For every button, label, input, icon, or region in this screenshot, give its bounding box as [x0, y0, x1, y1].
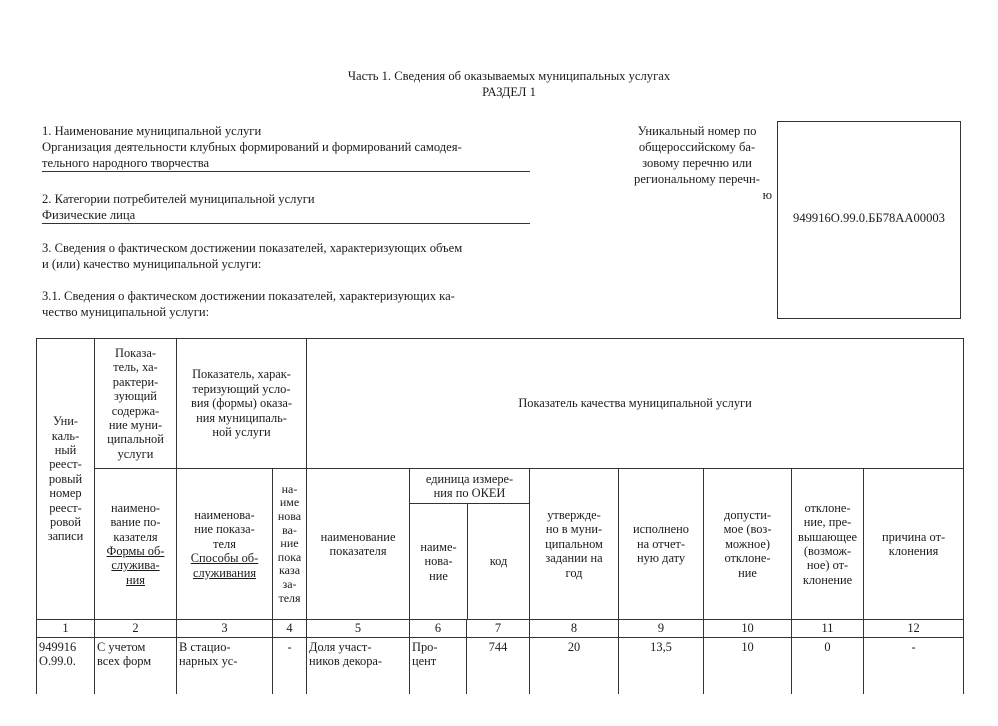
col-number: 5 — [307, 620, 410, 638]
cell-text: цент — [412, 654, 437, 669]
hdr-text: зующий — [114, 389, 157, 404]
hdr-text: нова — [277, 509, 302, 524]
header-method-name — [177, 469, 273, 620]
unique-number-code: 949916О.99.0.ББ78АА00003 — [793, 211, 945, 225]
unique-label-2: общероссийскому ба- — [638, 140, 756, 154]
header-allowed-deviation — [704, 469, 792, 620]
unique-label-1: Уникальный номер по — [637, 124, 757, 138]
service-name-value-2: тельного народного творчества — [42, 156, 210, 170]
column-numbers-row — [37, 620, 964, 638]
col-number: 1 — [37, 620, 95, 638]
hdr-text: содержа- — [111, 403, 160, 418]
col-number: 6 — [410, 620, 467, 638]
hdr-text: единица измере- — [425, 471, 514, 486]
hdr-text: теризующий усло- — [192, 381, 291, 396]
hdr-text: наиме- — [420, 539, 457, 554]
hdr-text: клонение — [802, 572, 853, 587]
cell-text: всех форм — [97, 654, 152, 669]
hdr-text: реест- — [49, 500, 82, 515]
hdr-text: ние — [738, 565, 757, 580]
section-3-line-2: и (или) качество муниципальной услуги: — [42, 257, 262, 271]
service-name-label: 1. Наименование муниципальной услуги — [42, 124, 262, 138]
hdr-text: наименова- — [194, 507, 255, 522]
header-content-indicator — [95, 339, 177, 469]
hdr-text: исполнено — [633, 522, 689, 537]
cell-registry-number — [37, 638, 95, 698]
hdr-text: услуги — [117, 446, 154, 461]
hdr-text: теля — [278, 590, 301, 605]
hdr-text: ную дату — [636, 551, 686, 566]
category-label: 2. Категории потребителей муниципальной услуги — [42, 192, 315, 206]
hdr-text: служивания — [192, 565, 257, 580]
hdr-text: ровой — [50, 515, 81, 530]
hdr-text: ный — [54, 442, 77, 457]
cell-deviation-reason: - — [864, 638, 964, 698]
hdr-text: ное) от- — [806, 558, 849, 573]
cell-text: Про- — [412, 640, 438, 654]
hdr-text: каль- — [51, 428, 80, 443]
hdr-text: наимено- — [110, 500, 161, 515]
header-unit-name — [410, 504, 468, 619]
cell-narrow: - — [273, 638, 307, 698]
header-form-name — [95, 469, 177, 620]
unique-label-3: зовому перечню или — [642, 156, 752, 170]
section-3-1-line-2: чество муниципальной услуги: — [42, 305, 210, 319]
hdr-text: Показатель, харак- — [192, 367, 291, 382]
header-unit — [410, 469, 530, 620]
hdr-text: Уни- — [52, 414, 79, 429]
hdr-text: ципальной — [107, 432, 164, 447]
cell-text: В стацио- — [179, 640, 231, 654]
hdr-text: наименование — [320, 529, 396, 544]
header-conditions-indicator — [177, 339, 307, 469]
hdr-text: задании на — [545, 551, 603, 566]
hdr-text: каза — [278, 563, 301, 578]
hdr-text: Показа- — [115, 345, 156, 360]
hdr-text: ние — [429, 568, 448, 583]
header-excess-deviation — [792, 469, 864, 620]
hdr-text: ципальном — [545, 536, 603, 551]
unique-label-4: региональному перечн- — [634, 172, 760, 186]
cell-unit-name — [410, 638, 467, 698]
header-unit-sub — [410, 504, 529, 619]
header-unit-title — [410, 469, 529, 504]
cell-text: нарных ус- — [179, 654, 238, 669]
hdr-text: показателя — [329, 544, 387, 558]
section-title: РАЗДЕЛ 1 — [482, 85, 536, 99]
table-row — [37, 638, 964, 698]
col-number: 2 — [95, 620, 177, 638]
hdr-text: номер — [49, 486, 82, 501]
hdr-text: (возмож- — [803, 544, 852, 558]
hdr-text: ния — [126, 572, 145, 587]
hdr-text: допусти- — [724, 507, 772, 522]
hdr-text: рактери- — [112, 374, 159, 389]
quality-indicators-table — [36, 338, 964, 698]
hdr-text: вание по- — [110, 515, 161, 530]
header-unit-code: код — [489, 554, 508, 569]
header-quality-name — [307, 469, 410, 620]
hdr-text: реест- — [49, 457, 82, 472]
col-number: 8 — [530, 620, 619, 638]
hdr-text: ние, пре- — [803, 515, 852, 530]
hdr-text: име — [279, 495, 300, 510]
cell-excess-deviation: 0 — [792, 638, 864, 698]
cell-text: ников декора- — [309, 654, 383, 669]
hdr-text: Способы об- — [190, 551, 259, 566]
hdr-text: вия (формы) оказа- — [190, 396, 293, 411]
cell-text: О.99.0. — [39, 654, 76, 669]
cell-approved: 20 — [530, 638, 619, 698]
col-number: 9 — [619, 620, 704, 638]
hdr-text: служива- — [111, 558, 160, 573]
section-3-line-1: 3. Сведения о фактическом достижении показателей, характеризующих объем — [42, 241, 463, 255]
cell-form — [95, 638, 177, 698]
col-number: 7 — [467, 620, 530, 638]
hdr-text: причина от- — [881, 529, 946, 544]
cell-unit-code: 744 — [467, 638, 530, 698]
hdr-text: ва- — [282, 522, 297, 537]
hdr-text: ния муниципаль- — [196, 410, 287, 425]
hdr-text: клонения — [888, 544, 939, 558]
hdr-text: отклоне- — [724, 551, 771, 566]
hdr-text: вышающее — [798, 529, 858, 544]
hdr-text: пока — [277, 549, 302, 564]
hdr-text: Формы об- — [106, 544, 165, 558]
service-name-value-1: Организация деятельности клубных формирований и формирований самодея- — [42, 140, 462, 154]
header-indicator-name-narrow — [273, 469, 307, 620]
header-deviation-reason — [864, 469, 964, 620]
section-3-1-line-1: 3.1. Сведения о фактическом достижении показателей, характеризующих ка- — [42, 289, 455, 303]
cell-text: Доля участ- — [309, 640, 372, 654]
hdr-text: казателя — [113, 529, 158, 544]
header-approved — [530, 469, 619, 620]
category-value: Физические лица — [42, 208, 136, 222]
hdr-text: нова- — [424, 554, 453, 569]
underline-category — [42, 223, 530, 224]
hdr-text: можное) — [725, 536, 770, 551]
hdr-text: на отчет- — [637, 536, 685, 551]
col-number: 12 — [864, 620, 964, 638]
hdr-text: ние показа- — [194, 522, 255, 537]
col-number: 3 — [177, 620, 273, 638]
part-title: Часть 1. Сведения об оказываемых муниципальных услугах — [347, 69, 671, 83]
col-number: 4 — [273, 620, 307, 638]
col-number: 11 — [792, 620, 864, 638]
header-executed — [619, 469, 704, 620]
cell-text: 949916 — [39, 640, 77, 654]
underline-service-name — [42, 171, 530, 172]
cell-indicator-name — [307, 638, 410, 698]
col-number: 10 — [704, 620, 792, 638]
header-registry-number — [37, 339, 95, 620]
cell-text: С учетом — [97, 640, 146, 654]
hdr-text: отклоне- — [804, 500, 851, 515]
hdr-text: но в муни- — [545, 522, 603, 537]
hdr-text: год — [565, 565, 583, 580]
hdr-text: ной услуги — [212, 425, 271, 440]
unique-label-5: ю — [762, 188, 772, 202]
hdr-text: ровый — [48, 471, 83, 486]
hdr-text: ние — [280, 536, 299, 551]
cell-allowed-deviation: 10 — [704, 638, 792, 698]
hdr-text: теля — [213, 536, 236, 551]
hdr-text: за- — [282, 576, 297, 591]
hdr-text: записи — [47, 529, 84, 544]
hdr-text: ние муни- — [108, 417, 163, 432]
unique-number-box — [777, 121, 961, 319]
page-bottom-mask — [0, 694, 998, 726]
hdr-text: ния по ОКЕИ — [433, 486, 506, 500]
hdr-text: тель, ха- — [113, 360, 158, 375]
hdr-text: на- — [281, 481, 298, 496]
header-quality-indicator: Показатель качества муниципальной услуги — [307, 339, 964, 469]
cell-executed: 13,5 — [619, 638, 704, 698]
hdr-text: мое (воз- — [723, 522, 772, 537]
cell-method — [177, 638, 273, 698]
hdr-text: утвержде- — [547, 507, 601, 522]
